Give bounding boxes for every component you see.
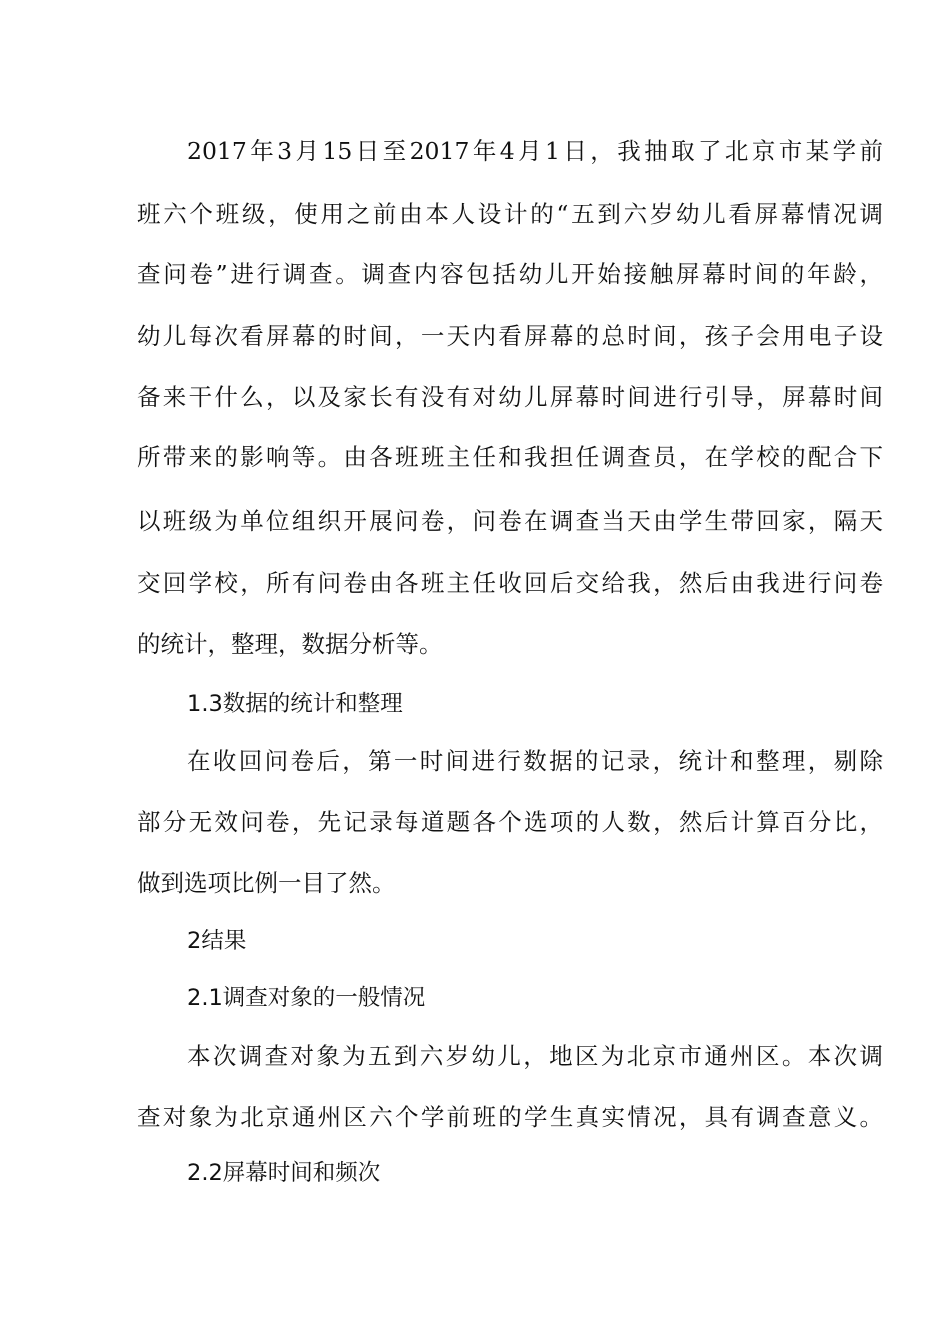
- paragraph-line: 的统计，整理，数据分析等。: [137, 630, 443, 658]
- paragraph-line: 以班级为单位组织开展问卷，问卷在调查当天由学生带回家，隔天: [137, 507, 883, 535]
- section-heading: 2.1调查对象的一般情况: [187, 985, 426, 1011]
- paragraph-line: 在收回问卷后，第一时间进行数据的记录，统计和整理，剔除: [187, 747, 883, 775]
- section-heading: 1.3数据的统计和整理: [187, 691, 403, 717]
- paragraph-line: 本次调查对象为五到六岁幼儿，地区为北京市通州区。本次调: [187, 1042, 883, 1070]
- paragraph-line: 做到选项比例一目了然。: [137, 869, 396, 897]
- paragraph-line: 交回学校，所有问卷由各班主任收回后交给我，然后由我进行问卷: [137, 569, 883, 597]
- paragraph-line: 部分无效问卷，先记录每道题各个选项的人数，然后计算百分比，: [137, 808, 883, 836]
- paragraph-line: 查问卷”进行调查。调查内容包括幼儿开始接触屏幕时间的年龄，: [137, 260, 883, 288]
- paragraph-line: 查对象为北京通州区六个学前班的学生真实情况，具有调查意义。: [137, 1103, 883, 1131]
- section-heading: 2.2屏幕时间和频次: [187, 1160, 381, 1186]
- paragraph-line: 所带来的影响等。由各班班主任和我担任调查员，在学校的配合下: [137, 443, 883, 471]
- paragraph-line: 备来干什么，以及家长有没有对幼儿屏幕时间进行引导，屏幕时间: [137, 383, 883, 411]
- paragraph-line: 班六个班级，使用之前由本人设计的“五到六岁幼儿看屏幕情况调: [137, 200, 883, 228]
- paragraph-line: 2017年3月15日至2017年4月1日，我抽取了北京市某学前: [187, 137, 883, 165]
- paragraph-line: 幼儿每次看屏幕的时间，一天内看屏幕的总时间，孩子会用电子设: [137, 322, 883, 350]
- section-heading: 2结果: [187, 928, 247, 954]
